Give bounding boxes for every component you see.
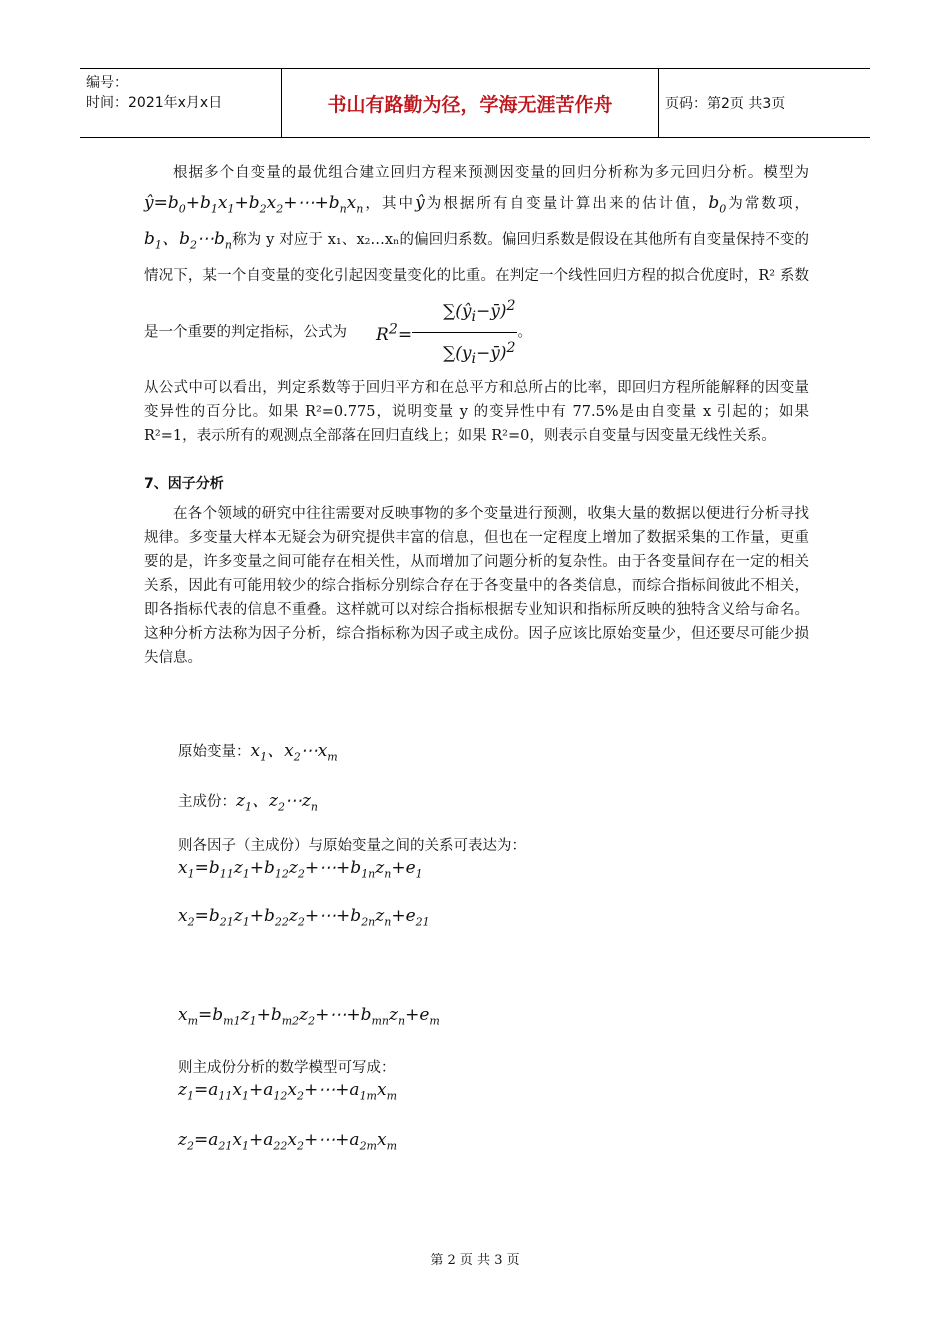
equation-z1: $z_1=a_{11}x_1+a_{12}x_2+\cdots+a_{1m}x_m$ [178, 1080, 398, 1103]
components-label: 主成份： [178, 794, 236, 810]
para1-text2: ，其中 [363, 196, 416, 212]
equation-z2: $z_2=a_{21}x_1+a_{22}x_2+\cdots+a_{2m}x_m$ [178, 1130, 398, 1153]
r-squared-paragraph: 从公式中可以看出，判定系数等于回归平方和在总平方和总所占的比率，即回归方程所能解释的因变量变异性的百分比。如果 R²=0.775，说明变量 y 的变异性中有 77.5%是由自变量 x 引起的；如果 R²=1，表示所有的观测点全部落在回归直线上；如果 R²=0，则表示自变量与因变量无线性关系。 [144, 379, 809, 444]
original-variables-line [178, 736, 338, 763]
original-variables-label: 原始变量： [178, 744, 251, 760]
relation-label: 则各因子（主成份）与原始变量之间的关系可表达为： [178, 838, 526, 854]
para1-text4: 为常数项， [726, 196, 810, 212]
factor-analysis-paragraph: 在各个领域的研究中往往需要对反映事物的多个变量进行预测，收集大量的数据以便进行分析寻找规律。多变量大样本无疑会为研究提供丰富的信息，但也在一定程度上增加了数据采集的工作量，更重要的是，许多变量之间可能存在相关性，从而增加了问题分析的复杂性。由于各变量间存在一定的相关关系，因此有可能用较少的综合指标分别综合存在于各变量中的各类信息，而综合指标间彼此不相关，即各指标代表的信息不重叠。这样就可以对综合指标根据专业知识和指标所反映的独特含义给与命名。这种分析方法称为因子分析，综合指标称为因子或主成份。因子应该比原始变量少，但还要尽可能少损失信息。 [144, 505, 809, 666]
para1-text5: 称为 y 对应于 x₁、x₂…xₙ的偏回归系数。偏回归系数是假设在其他所有自变量保持不变的情况下，某一个自变量的变化引起因变量变化的比重。在判定一个线性回归方程的拟合优度时，R² 系数是一个重要的判定指标，公式为 [144, 232, 809, 341]
header-time: 时间：2021年x月x日 [86, 95, 223, 111]
page-footer: 第 2 页 共 3 页 [430, 1253, 520, 1268]
components-formula: $z_1$、$z_2\cdots z_n$ [236, 791, 318, 814]
header-slogan: 书山有路勤为径，学海无涯苦作舟 [282, 69, 659, 137]
yhat-symbol: ŷ [415, 193, 425, 213]
b0-symbol: $b_0$ [708, 193, 727, 216]
header-page: 页码：第2页 共3页 [665, 96, 786, 112]
header-number: 编号： [86, 75, 128, 91]
header-meta [80, 69, 282, 137]
page-header [80, 68, 870, 138]
equation-x1: $x_1=b_{11}z_1+b_{12}z_2+\cdots+b_{1n}z_n+e_1$ [178, 858, 423, 881]
equation-x2: $x_2=b_{21}z_1+b_{22}z_2+\cdots+b_{2n}z_n+e_{21}$ [178, 906, 430, 929]
r-squared-formula: $R^2=$ [376, 321, 413, 346]
section-title: 7、因子分析 [144, 475, 224, 492]
coef-symbols: $b_1$、$b_2\cdots b_n$ [144, 229, 233, 252]
model-label: 则主成份分析的数学模型可写成： [178, 1060, 396, 1076]
para1-text1: 根据多个自变量的最优组合建立回归方程来预测因变量的回归分析称为多元回归分析。模型为 [173, 165, 809, 181]
regression-paragraph [144, 158, 809, 374]
r-squared-fraction: $\frac{\sum(ŷ_i-ȳ)^2}{\sum(y_i-ȳ)^2}$ [412, 291, 517, 374]
original-variables-formula: $x_1$、$x_2\cdots x_m$ [250, 741, 338, 764]
regression-model-formula: $ŷ=b_0+b_1x_1+b_2x_2+\cdots+b_nx_n$ [144, 193, 364, 216]
components-line [178, 786, 318, 813]
para1-text6: 。 [517, 324, 532, 341]
para1-text3: 为根据所有自变量计算出来的估计值， [424, 196, 709, 212]
content-body [144, 158, 809, 670]
equation-xm: $x_m=b_{m1}z_1+b_{m2}z_2+\cdots+b_{mn}z_n+e_m$ [178, 1005, 440, 1028]
